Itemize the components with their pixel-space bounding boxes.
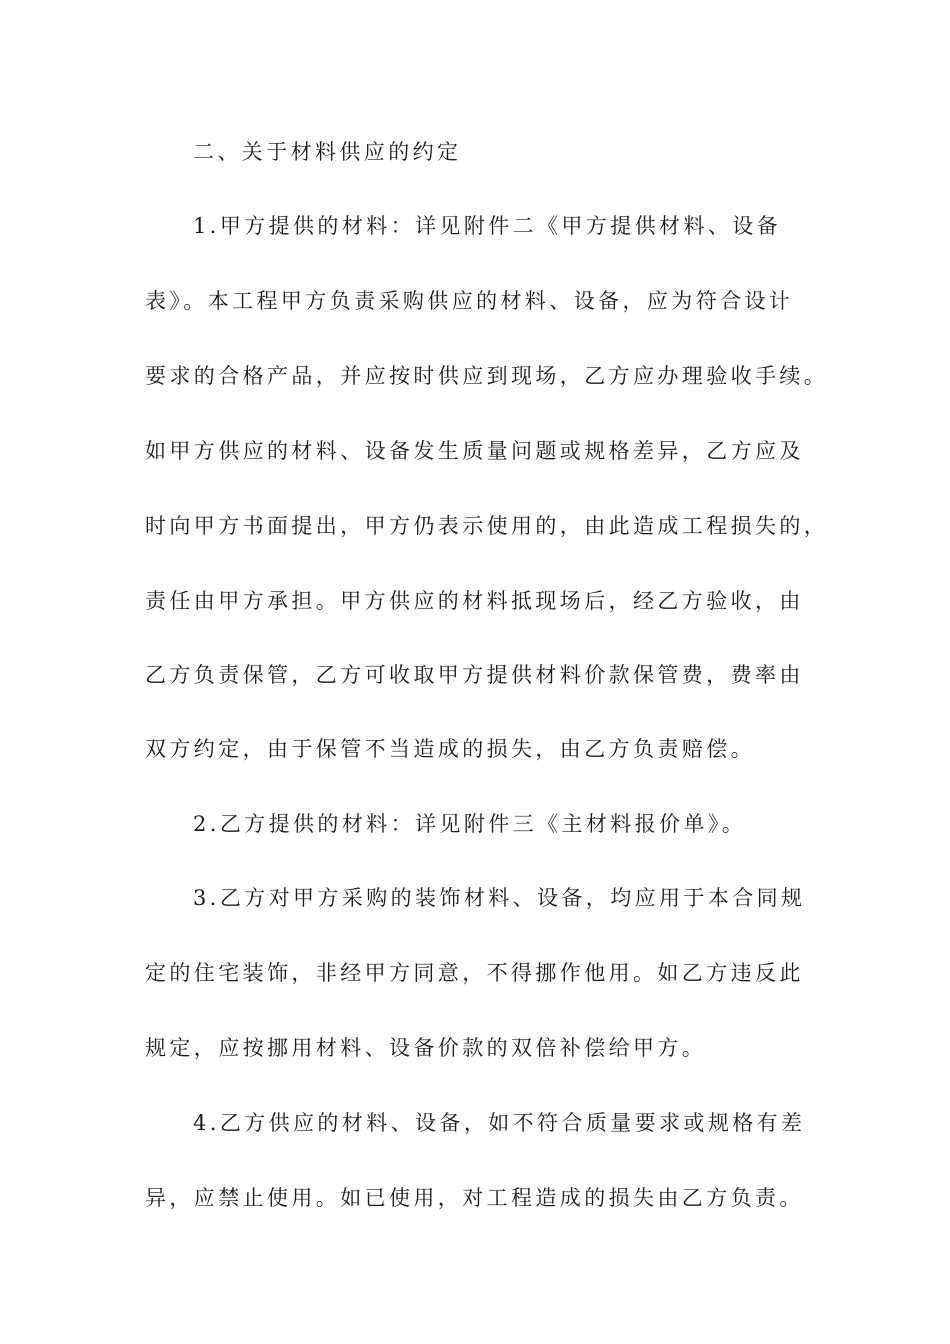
text-line: 双方约定，由于保管不当造成的损失，由乙方负责赔偿。 [145, 737, 755, 761]
text-line: 规定，应按挪用材料、设备价款的双倍补偿给甲方。 [145, 1036, 707, 1060]
text-line: 如甲方供应的材料、设备发生质量问题或规格差异，乙方应及 [145, 439, 804, 463]
text-line: 4.乙方供应的材料、设备，如不符合质量要求或规格有差 [193, 1111, 806, 1135]
text-line: 1.甲方提供的材料：详见附件二《甲方提供材料、设备 [193, 214, 782, 238]
text-line: 定的住宅装饰，非经甲方同意，不得挪作他用。如乙方违反此 [145, 961, 804, 985]
text-line: 3.乙方对甲方采购的装饰材料、设备，均应用于本合同规 [193, 886, 806, 910]
text-line: 2.乙方提供的材料：详见附件三《主材料报价单》。 [193, 812, 747, 836]
text-line: 异，应禁止使用。如已使用，对工程造成的损失由乙方负责。 [145, 1186, 804, 1210]
text-line: 责任由甲方承担。甲方供应的材料抵现场后，经乙方验收，由 [145, 589, 804, 613]
text-line: 表》。本工程甲方负责采购供应的材料、设备，应为符合设计 [145, 289, 794, 313]
text-line: 乙方负责保管，乙方可收取甲方提供材料价款保管费，费率由 [145, 663, 804, 687]
text-line: 要求的合格产品，并应按时供应到现场，乙方应办理验收手续。 [145, 364, 829, 388]
section-heading: 二、关于材料供应的约定 [193, 140, 462, 164]
text-line: 时向甲方书面提出，甲方仍表示使用的，由此造成工程损失的， [145, 514, 829, 538]
